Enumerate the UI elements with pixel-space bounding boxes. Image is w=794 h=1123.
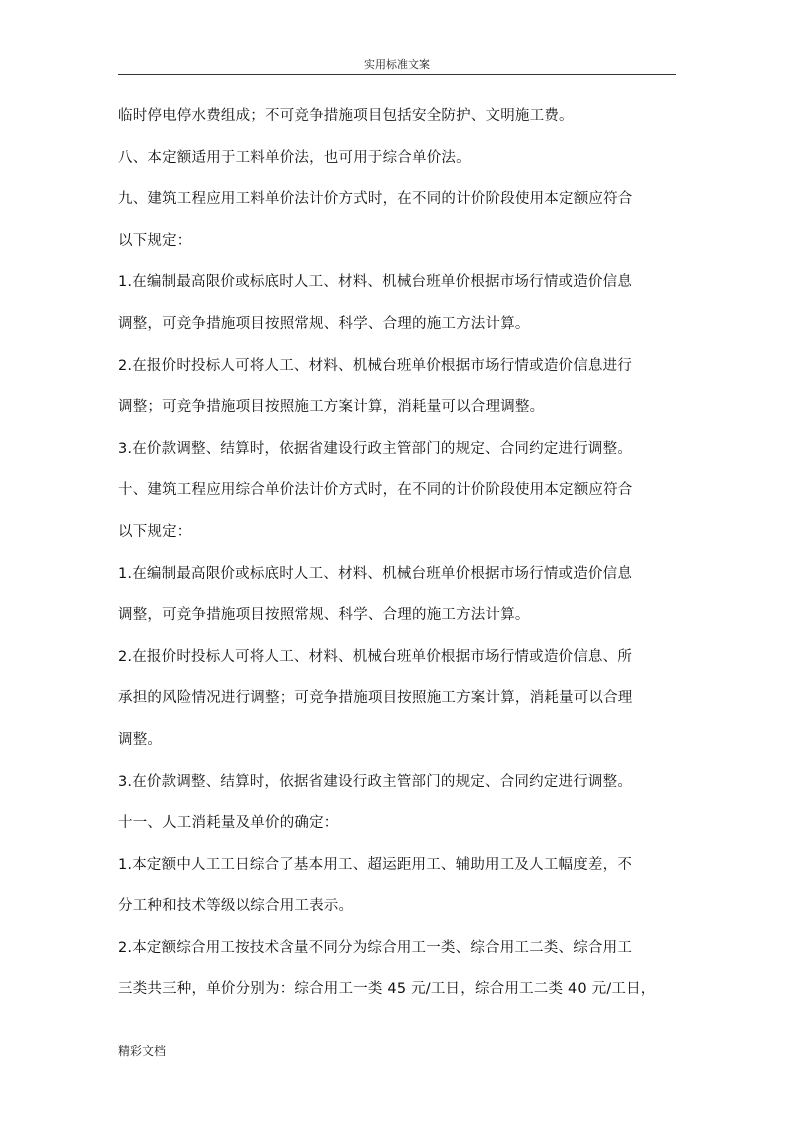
body-line: 2.在报价时投标人可将人工、材料、机械台班单价根据市场行情或造价信息进行 bbox=[118, 357, 633, 374]
page-footer-text: 精彩文档 bbox=[118, 1044, 167, 1058]
body-line: 3.在价款调整、结算时，依据省建设行政主管部门的规定、合同约定进行调整。 bbox=[118, 440, 633, 457]
body-line: 临时停电停水费组成；不可竞争措施项目包括安全防护、文明施工费。 bbox=[118, 108, 574, 124]
page-header-title: 实用标准文案 bbox=[364, 58, 430, 71]
body-line: 九、建筑工程应用工料单价法计价方式时，在不同的计价阶段使用本定额应符合 bbox=[118, 191, 633, 208]
body-line: 3.在价款调整、结算时，依据省建设行政主管部门的规定、合同约定进行调整。 bbox=[118, 773, 633, 790]
body-line: 2.在报价时投标人可将人工、材料、机械台班单价根据市场行情或造价信息、所 bbox=[118, 648, 633, 665]
body-line: 1.在编制最高限价或标底时人工、材料、机械台班单价根据市场行情或造价信息 bbox=[118, 274, 633, 291]
body-line: 分工种和技术等级以综合用工表示。 bbox=[118, 898, 354, 915]
body-line: 调整。 bbox=[118, 731, 163, 748]
body-line: 十、建筑工程应用综合单价法计价方式时，在不同的计价阶段使用本定额应符合 bbox=[118, 482, 633, 499]
body-line: 1.在编制最高限价或标底时人工、材料、机械台班单价根据市场行情或造价信息 bbox=[118, 565, 633, 582]
body-line: 八、本定额适用于工料单价法，也可用于综合单价法。 bbox=[118, 149, 471, 166]
body-line: 2.本定额综合用工按技术含量不同分为综合用工一类、综合用工二类、综合用工 bbox=[118, 939, 633, 956]
document-body bbox=[118, 96, 678, 1011]
body-line: 以下规定： bbox=[118, 232, 192, 249]
body-line: 调整，可竞争措施项目按照常规、科学、合理的施工方法计算。 bbox=[118, 315, 530, 332]
body-line: 以下规定： bbox=[118, 523, 192, 540]
body-line: 1.本定额中人工工日综合了基本用工、超运距用工、辅助用工及人工幅度差，不 bbox=[118, 856, 633, 873]
body-line: 十一、人工消耗量及单价的确定： bbox=[118, 815, 339, 832]
body-line: 三类共三种，单价分别为：综合用工一类 45 元/工日，综合用工二类 40 元/工日， bbox=[118, 981, 656, 998]
body-line: 承担的风险情况进行调整；可竞争措施项目按照施工方案计算，消耗量可以合理 bbox=[118, 690, 633, 707]
body-line: 调整，可竞争措施项目按照常规、科学、合理的施工方法计算。 bbox=[118, 607, 530, 624]
body-line: 调整；可竞争措施项目按照施工方案计算，消耗量可以合理调整。 bbox=[118, 399, 545, 416]
header-divider bbox=[118, 74, 676, 75]
